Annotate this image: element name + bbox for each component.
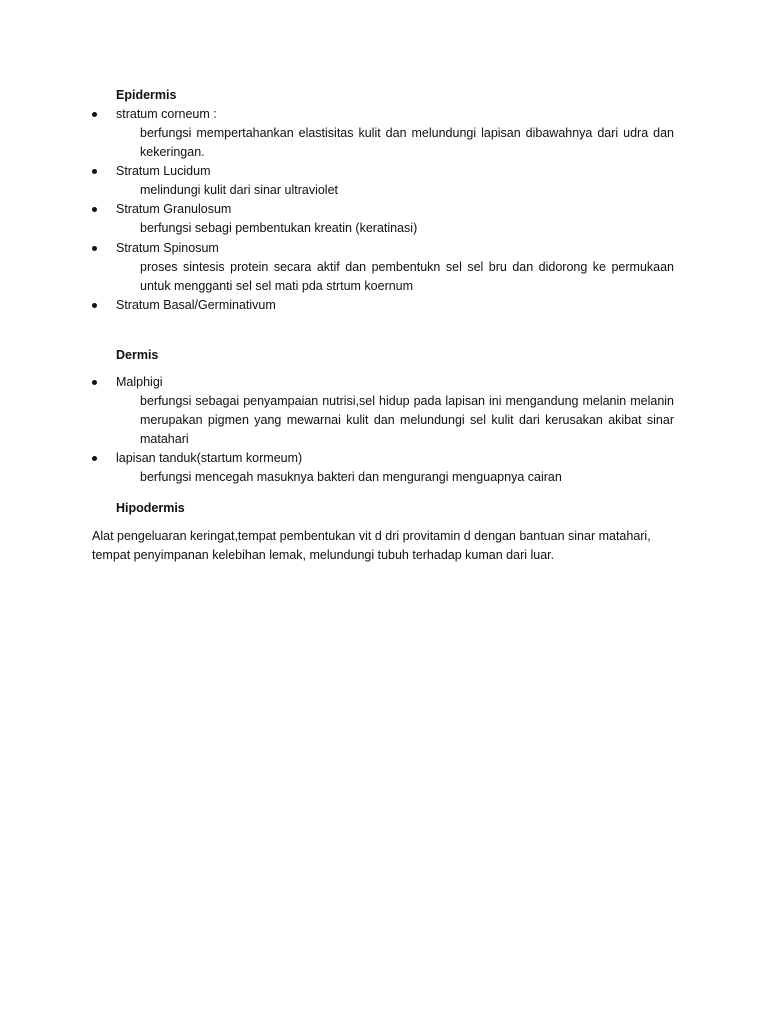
list-item-description: berfungsi mencegah masuknya bakteri dan mengurangi menguapnya cairan	[140, 470, 562, 484]
list-item-description: berfungsi sebagi pembentukan kreatin (keratinasi)	[140, 221, 418, 235]
list-item-label: Malphigi	[116, 375, 163, 389]
bullet-icon	[92, 246, 97, 251]
bullet-icon	[92, 380, 97, 385]
list-item-description: berfungsi sebagai penyampaian nutrisi,sel hidup pada lapisan ini mengandung melanin melanin merupakan pigmen yang mewarnai kulit dan melundungi sel kulit dari kerusakan akibat sinar matahari	[140, 394, 674, 447]
section-heading-epidermis: Epidermis	[116, 88, 177, 102]
list-item-label: Stratum Basal/Germinativum	[116, 298, 276, 312]
section-heading-hipodermis: Hipodermis	[116, 501, 185, 515]
list-item-label: lapisan tanduk(startum kormeum)	[116, 451, 303, 465]
list-item-label: Stratum Granulosum	[116, 202, 232, 216]
bullet-icon	[92, 303, 97, 308]
list-item-description: proses sintesis protein secara aktif dan pembentukn sel sel bru dan didorong ke permukaan untuk mengganti sel sel mati pda strtum koernum	[140, 260, 674, 294]
body-paragraph: Alat pengeluaran keringat,tempat pembentukan vit d dri provitamin d dengan bantuan sinar matahari, tempat penyimpanan kelebihan lemak, melundungi tubuh terhadap kuman dari luar.	[92, 529, 651, 562]
list-item-description: melindungi kulit dari sinar ultraviolet	[140, 183, 339, 197]
list-item-label: Stratum Lucidum	[116, 164, 211, 178]
bullet-icon	[92, 456, 97, 461]
list-item-label: Stratum Spinosum	[116, 241, 219, 255]
section-heading-dermis: Dermis	[116, 348, 159, 362]
bullet-icon	[92, 112, 97, 117]
list-item-description: berfungsi mempertahankan elastisitas kulit dan melundungi lapisan dibawahnya dari udra dan kekeringan.	[140, 126, 674, 160]
bullet-icon	[92, 207, 97, 212]
list-item-label: stratum corneum :	[116, 107, 217, 121]
bullet-icon	[92, 169, 97, 174]
